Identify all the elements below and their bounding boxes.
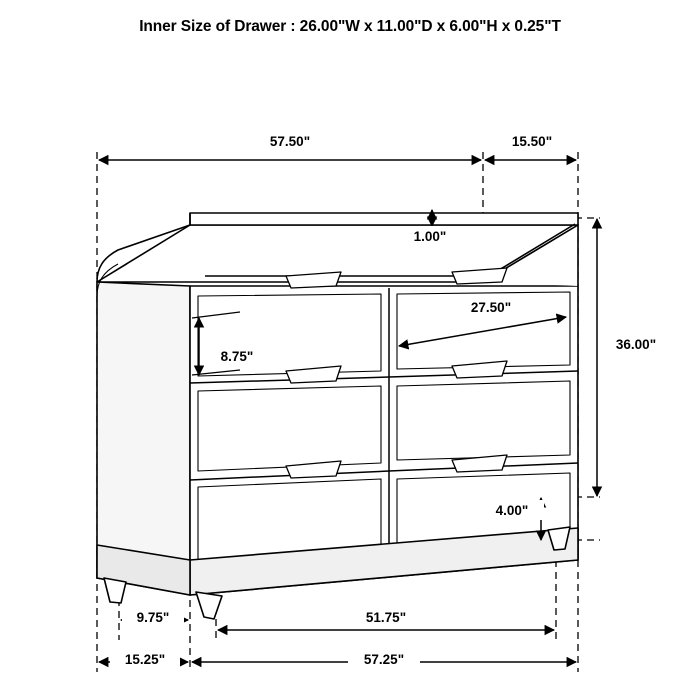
dim-drawer-width-right: 27.50": [470, 300, 512, 315]
dim-base-depth-left: 9.75": [136, 610, 170, 625]
page-title: Inner Size of Drawer : 26.00"W x 11.00"D x 6.00"H x 0.25"T: [139, 18, 561, 35]
dim-base-width-front: 51.75": [365, 610, 407, 625]
dim-top-width: 57.50": [269, 134, 311, 149]
dim-drawer-height-left: 8.75": [220, 349, 254, 364]
dim-top-lip: 1.00": [413, 229, 447, 244]
dim-top-depth: 15.50": [511, 134, 553, 149]
dim-bottom-width: 57.25": [363, 652, 405, 667]
dim-bottom-depth: 15.25": [124, 652, 166, 667]
dim-leg-height: 4.00": [495, 503, 529, 518]
dresser-body: [97, 213, 578, 619]
dim-overall-height: 36.00": [615, 337, 657, 352]
